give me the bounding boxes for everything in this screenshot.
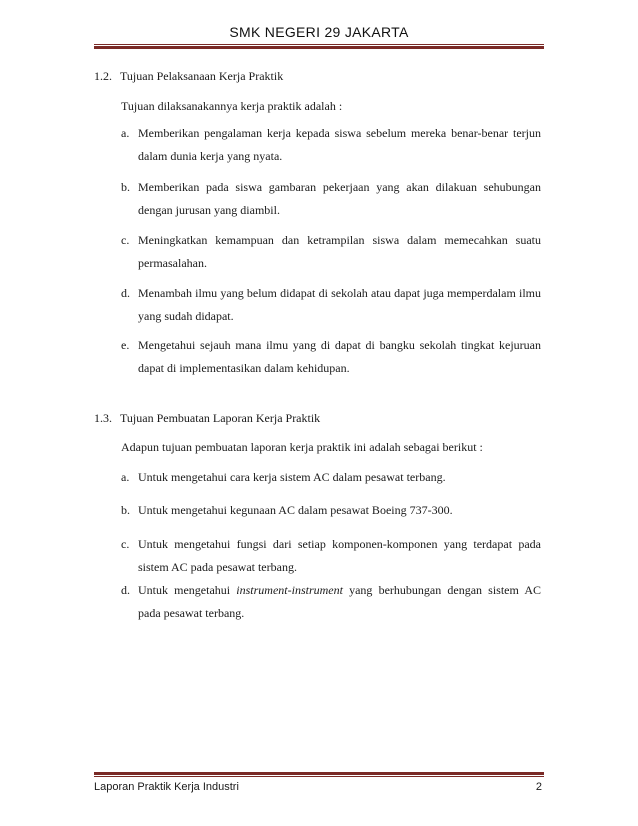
list-item	[121, 229, 541, 275]
list-item	[121, 466, 541, 489]
list-text: Untuk mengetahui cara kerja sistem AC dalam pesawat terbang.	[138, 470, 446, 484]
section-title: Tujuan Pembuatan Laporan Kerja Praktik	[120, 411, 321, 425]
list-letter: a.	[121, 126, 130, 140]
list-item	[121, 122, 541, 168]
list-letter: b.	[121, 503, 130, 517]
list-item	[121, 282, 541, 328]
section-intro: Tujuan dilaksanakannya kerja praktik adalah :	[121, 99, 343, 113]
section-heading-1-3	[94, 410, 320, 426]
list-text: Menambah ilmu yang belum didapat di sekolah atau dapat juga memperdalam ilmu yang sudah didapat.	[138, 286, 541, 323]
section-title: Tujuan Pelaksanaan Kerja Praktik	[120, 69, 284, 83]
header-title: SMK NEGERI 29 JAKARTA	[229, 24, 409, 40]
list-letter: c.	[121, 537, 130, 551]
list-letter: d.	[121, 286, 130, 300]
section-number: 1.3.	[94, 411, 112, 425]
footer-divider	[94, 772, 544, 777]
list-text: Memberikan pengalaman kerja kepada siswa sebelum mereka benar-benar terjun dalam dunia kerja yang nyata.	[138, 126, 541, 163]
list-item	[121, 176, 541, 222]
list-item	[121, 499, 541, 522]
list-letter: d.	[121, 583, 130, 597]
list-item	[121, 579, 541, 625]
list-letter: e.	[121, 338, 130, 352]
list-text: Meningkatkan kemampuan dan ketrampilan siswa dalam memecahkan suatu permasalahan.	[138, 233, 541, 270]
section-number: 1.2.	[94, 69, 112, 83]
footer-title: Laporan Praktik Kerja Industri	[94, 781, 239, 793]
list-letter: c.	[121, 233, 130, 247]
list-text: Untuk mengetahui fungsi dari setiap komponen-komponen yang terdapat pada sistem AC pada pesawat terbang.	[138, 537, 541, 574]
list-text-before: Untuk mengetahui	[138, 583, 237, 597]
list-letter: a.	[121, 470, 130, 484]
list-text-italic: instrument-instrument	[236, 583, 343, 597]
list-item	[121, 334, 541, 380]
list-letter: b.	[121, 180, 130, 194]
header-divider	[94, 44, 544, 49]
section-intro: Adapun tujuan pembuatan laporan kerja praktik ini adalah sebagai berikut :	[121, 440, 483, 454]
section-heading-1-2	[94, 68, 283, 84]
list-text: Memberikan pada siswa gambaran pekerjaan yang akan dilakuan sehubungan dengan jurusan yang diambil.	[138, 180, 541, 217]
list-text: Untuk mengetahui kegunaan AC dalam pesawat Boeing 737-300.	[138, 503, 453, 517]
page-number: 2	[535, 781, 542, 793]
list-text-after: yang berhubungan dengan sistem AC pada pesawat terbang.	[138, 583, 541, 620]
list-item	[121, 533, 541, 579]
list-text: Mengetahui sejauh mana ilmu yang di dapat di bangku sekolah tingkat kejuruan dapat di implementasikan dalam kehidupan.	[138, 338, 541, 375]
